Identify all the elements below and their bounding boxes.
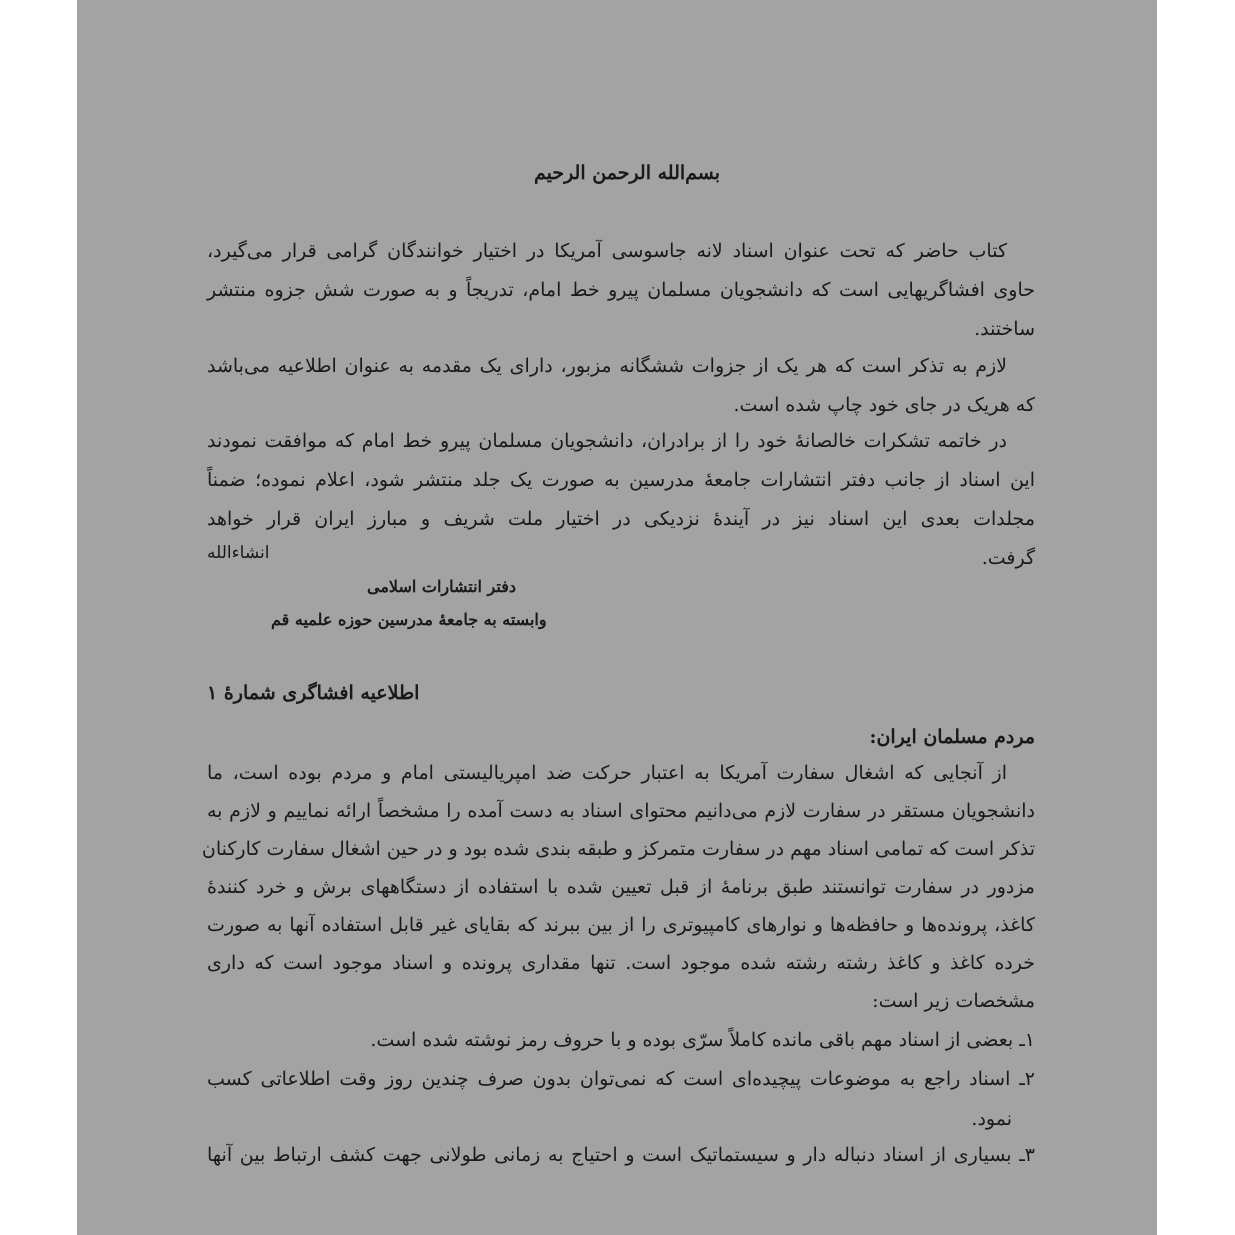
basmala-heading: بسم‌الله الرحمن الرحیم bbox=[533, 162, 721, 184]
announcement-item-2-line-1: ۲ـ اسناد راجع به موضوعات پیچیده‌ای است که نمی‌توان بدون صرف چندین روز وقت اطلاعاتی کسب bbox=[207, 1068, 1035, 1090]
announcement-body-line-1: از آنجایی که اشغال سفارت آمریکا به اعتبار حرکت ضد امپریالیستی امام و مردم بوده است، ما bbox=[207, 762, 1007, 784]
announcement-addressee: مردم مسلمان ایران: bbox=[869, 726, 1035, 748]
intro-p3-line-2: این اسناد از جانب دفتر انتشارات جامعهٔ مدرسین به صورت یک جلد منتشر شود، اعلام نموده؛ ضمناً bbox=[207, 469, 1035, 491]
intro-p1-line-3: ساختند. bbox=[974, 318, 1035, 340]
announcement-body-line-7: مشخصات زیر است: bbox=[872, 990, 1035, 1012]
intro-p3-line-3: مجلدات بعدی این اسناد نیز در آیندهٔ نزدیکی در اختیار ملت شریف و مبارز ایران قرار خواهد bbox=[207, 508, 1035, 530]
intro-p2-line-1: لازم به تذکر است که هر یک از جزوات ششگانه مزبور، دارای یک مقدمه به عنوان اطلاعیه می‌باشد bbox=[207, 355, 1007, 377]
announcement-title: اطلاعیه افشاگری شمارهٔ ۱ bbox=[207, 682, 420, 704]
announcement-item-3-line-1: ۳ـ بسیاری از اسناد دنباله دار و سیستماتیک است و احتیاج به زمانی طولانی جهت کشف ارتباط بین آنها bbox=[207, 1144, 1035, 1166]
intro-p3-line-4: گرفت. bbox=[981, 547, 1035, 569]
announcement-body-line-4: مزدور در سفارت توانستند طبق برنامهٔ از قبل تعیین شده با استفاده از دستگاههای برش و خرد کنندهٔ bbox=[207, 876, 1035, 898]
inshallah-text: انشاءالله bbox=[207, 543, 270, 563]
document-page bbox=[77, 0, 1157, 1235]
intro-p1-line-1: کتاب حاضر که تحت عنوان اسناد لانه جاسوسی آمریکا در اختیار خوانندگان گرامی قرار می‌گیرد، bbox=[207, 240, 1007, 262]
intro-p1-line-2: حاوی افشاگریهایی است که دانشجویان مسلمان پیرو خط امام، تدریجاً و به صورت شش جزوه منتشر bbox=[207, 279, 1035, 301]
signature-office: دفتر انتشارات اسلامی bbox=[367, 577, 516, 596]
signature-affiliation: وابسته به جامعهٔ مدرسین حوزه علمیه قم bbox=[271, 610, 547, 629]
announcement-body-line-3: تذکر است که تمامی اسناد مهم در سفارت متمرکز و طبقه بندی شده بود و در حین اشغال سفارت کارکنان bbox=[201, 838, 1035, 860]
intro-p2-line-2: که هریک در جای خود چاپ شده است. bbox=[733, 394, 1035, 416]
announcement-item-1: ۱ـ بعضی از اسناد مهم باقی مانده کاملاً سرّی بوده و با حروف رمز نوشته شده است. bbox=[370, 1029, 1035, 1051]
announcement-body-line-2: دانشجویان مستقر در سفارت لازم می‌دانیم محتوای اسناد به دست آمده را مشخصاً ارائه نماییم و لازم به bbox=[207, 800, 1035, 822]
announcement-body-line-6: خرده کاغذ و کاغذ رشته رشته شده موجود است. تنها مقداری پرونده و اسناد موجود است که داری bbox=[207, 952, 1035, 974]
intro-p3-line-1: در خاتمه تشکرات خالصانهٔ خود را از برادران، دانشجویان مسلمان پیرو خط امام که موافقت نمودند bbox=[207, 430, 1007, 452]
announcement-body-line-5: کاغذ، پرونده‌ها و حافظه‌ها و نوارهای کامپیوتری را از بین ببرند که بقایای غیر قابل استفاده آنها به صورت bbox=[207, 914, 1035, 936]
announcement-item-2-line-2: نمود. bbox=[971, 1108, 1012, 1130]
